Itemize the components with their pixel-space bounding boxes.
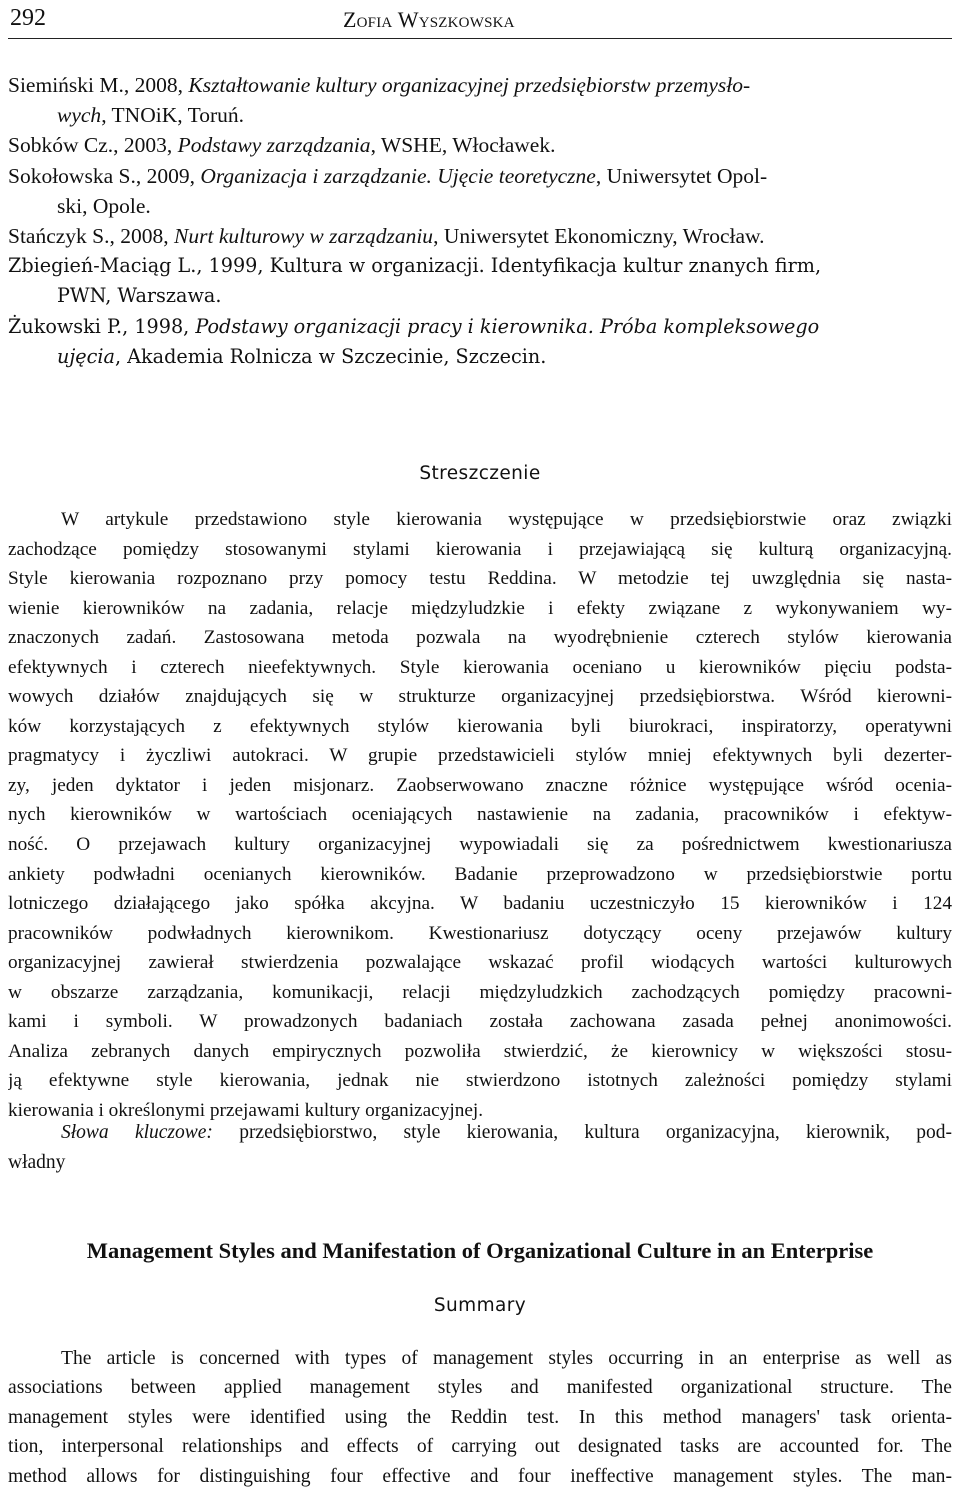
reference-title: Kształtowanie kultury organizacyjnej przedsiębiorstw przemysło- bbox=[188, 73, 751, 97]
reference-title: Nurt kulturowy w zarządzaniu bbox=[174, 224, 434, 249]
reference-text: , Akademia Rolnicza w Szczecinie, Szczecin. bbox=[114, 344, 547, 368]
reference-text: Stańczyk S., 2008, bbox=[8, 224, 175, 249]
streszczenie-line: wienie kierowników na zadania, relacje międzyludzkie i efekty związane z wykonywaniem wy- bbox=[8, 597, 952, 619]
reference-entry bbox=[8, 161, 952, 221]
keywords-block bbox=[8, 1118, 952, 1178]
streszczenie-line: W artykule przedstawiono style kierowania występujące w przedsiębiorstwie oraz związki bbox=[61, 509, 952, 530]
page-number: 292 bbox=[10, 5, 46, 31]
reference-title: Podstawy zarządzania bbox=[177, 133, 371, 158]
reference-title: wych bbox=[57, 103, 102, 128]
streszczenie-line: nych kierowników w wartościach oceniających nastawienie na zadania, pracowników i efektyw- bbox=[8, 804, 952, 826]
streszczenie-line: ją efektywne style kierowania, jednak nie stwierdzono istotnych zależności pomiędzy stylami bbox=[8, 1070, 952, 1092]
reference-text: PWN, Warszawa. bbox=[57, 284, 222, 308]
streszczenie-line: organizacyjnej zawierał stwierdzenia pozwalające wskazać profil wiodących wartości kulturowych bbox=[8, 952, 952, 974]
streszczenie-line: zachodzące pomiędzy stosowanymi stylami kierowania i przejawiającą się kulturą organizacyjną. bbox=[8, 538, 952, 560]
summary-line: management styles were identified using the Reddin test. In this method managers' task orienta- bbox=[8, 1406, 952, 1428]
reference-line bbox=[8, 281, 952, 311]
reference-line bbox=[8, 100, 952, 130]
keywords-text: przedsiębiorstwo, style kierowania, kultura organizacyjna, kierownik, pod- bbox=[212, 1122, 952, 1143]
streszczenie-heading: Streszczenie bbox=[419, 463, 541, 484]
reference-entry bbox=[8, 312, 952, 372]
reference-text: Sobków Cz., 2003, bbox=[8, 133, 178, 158]
reference-text: ski, Opole. bbox=[57, 193, 151, 218]
reference-title: Podstawy organizacji pracy i kierownika. Próba kompleksowego bbox=[195, 314, 820, 338]
reference-line bbox=[8, 70, 952, 100]
streszczenie-line: ność. O przejawach kultury organizacyjnej wypowiadali się za pośrednictwem kwestionariusza bbox=[8, 834, 952, 856]
streszczenie-line: ankiety podwładni ocenianych kierowników. Badanie przeprowadzono w przedsiębiorstwie portu bbox=[8, 863, 952, 885]
reference-line bbox=[8, 161, 952, 191]
streszczenie-line: w obszarze zarządzania, komunikacji, relacji międzyludzkich zachodzących pomiędzy pracowni- bbox=[8, 981, 952, 1003]
streszczenie-line: Style kierowania rozpoznano przy pomocy testu Reddina. W metodzie tej uwzględnia się nasta- bbox=[8, 568, 952, 590]
running-head: Zofia Wyszkowska bbox=[343, 7, 515, 32]
streszczenie-line: efektywnych i czterech nieefektywnych. Style kierowania oceniano u kierowników pięciu podsta- bbox=[8, 656, 952, 678]
reference-list bbox=[8, 70, 952, 372]
streszczenie-line: wowych działów znajdujących się w strukturze organizacyjnej przedsiębiorstwa. Wśród kierowni- bbox=[8, 686, 952, 708]
streszczenie-line: zy, jeden dyktator i jeden misjonarz. Zaobserwowano znaczne różnice występujące wśród oceniа- bbox=[8, 774, 952, 796]
reference-text: , WSHE, Włocławek. bbox=[370, 133, 556, 158]
streszczenie-line: lotniczego działającego jako spółka akcyjna. W badaniu uczestniczyło 15 kierowników i 124 bbox=[8, 893, 952, 915]
streszczenie-line: ków korzystających z efektywnych stylów kierowania byli biurokraci, inspiratorzy, operatywni bbox=[8, 715, 952, 737]
streszczenie-line: pracowników podwładnych kierownikom. Kwestionariusz dotyczący oceny przejawów kultury bbox=[8, 922, 952, 944]
keywords-line-2: władny bbox=[8, 1152, 66, 1173]
reference-line bbox=[8, 251, 952, 281]
reference-title: ujęcia bbox=[57, 344, 115, 368]
summary-line: The article is concerned with types of management styles occurring in an enterprise as well as bbox=[61, 1348, 952, 1369]
reference-entry bbox=[8, 221, 952, 251]
summary-line: tion, interpersonal relationships and effects of carrying out designated tasks are accounted for. The bbox=[8, 1436, 952, 1458]
page-header bbox=[8, 0, 952, 39]
streszczenie-body bbox=[8, 505, 952, 1125]
reference-line bbox=[8, 191, 952, 221]
reference-line bbox=[8, 312, 952, 342]
keywords-line-1 bbox=[8, 1118, 952, 1148]
reference-entry bbox=[8, 70, 952, 130]
streszczenie-line: kierowania i określonymi przejawami kultury organizacyjnej. bbox=[8, 1099, 484, 1121]
streszczenie-line: znaczonych zadań. Zastosowana metoda pozwala na wyodrębnienie czterech stylów kierowania bbox=[8, 627, 952, 649]
reference-text: Zbiegień-Maciąg L., 1999, Kultura w organizacji. Identyfikacja kultur znanych firm, bbox=[8, 254, 822, 278]
reference-line bbox=[8, 221, 952, 251]
reference-line bbox=[8, 130, 952, 160]
reference-text: , Uniwersytet Ekonomiczny, Wrocław. bbox=[433, 224, 765, 249]
reference-text: Siemiński M., 2008, bbox=[8, 73, 189, 97]
reference-text: , Uniwersytet Opol- bbox=[595, 163, 768, 188]
streszczenie-line: pragmatycy i życzliwi autokraci. W grupie przedstawicieli stylów mniej efektywnych byli dezerter- bbox=[8, 745, 952, 767]
summary-line: method allows for distinguishing four effective and four ineffective management styles. The man- bbox=[8, 1465, 952, 1487]
reference-text: Żukowski P., 1998, bbox=[8, 314, 196, 338]
reference-text: , TNOiK, Toruń. bbox=[101, 103, 245, 128]
reference-text: Sokołowska S., 2009, bbox=[8, 163, 201, 188]
reference-line bbox=[8, 342, 952, 372]
english-article-title: Management Styles and Manifestation of Organizational Culture in an Enterprise bbox=[86, 1238, 874, 1263]
keywords-label: Słowa kluczowe: bbox=[61, 1122, 213, 1143]
reference-entry bbox=[8, 251, 952, 311]
streszczenie-line: kami i symboli. W prowadzonych badaniach została zachowana zasada pełnej anonimowości. bbox=[8, 1011, 952, 1033]
streszczenie-line: Analiza zebranych danych empirycznych pozwoliła stwierdzić, że kierownicy w większości stosu- bbox=[8, 1040, 952, 1062]
summary-line: associations between applied management styles and manifested organizational structure. The bbox=[8, 1377, 952, 1399]
summary-heading: Summary bbox=[433, 1295, 527, 1316]
reference-title: Organizacja i zarządzanie. Ujęcie teoretyczne bbox=[200, 163, 596, 188]
summary-body bbox=[8, 1344, 952, 1491]
reference-entry bbox=[8, 130, 952, 160]
